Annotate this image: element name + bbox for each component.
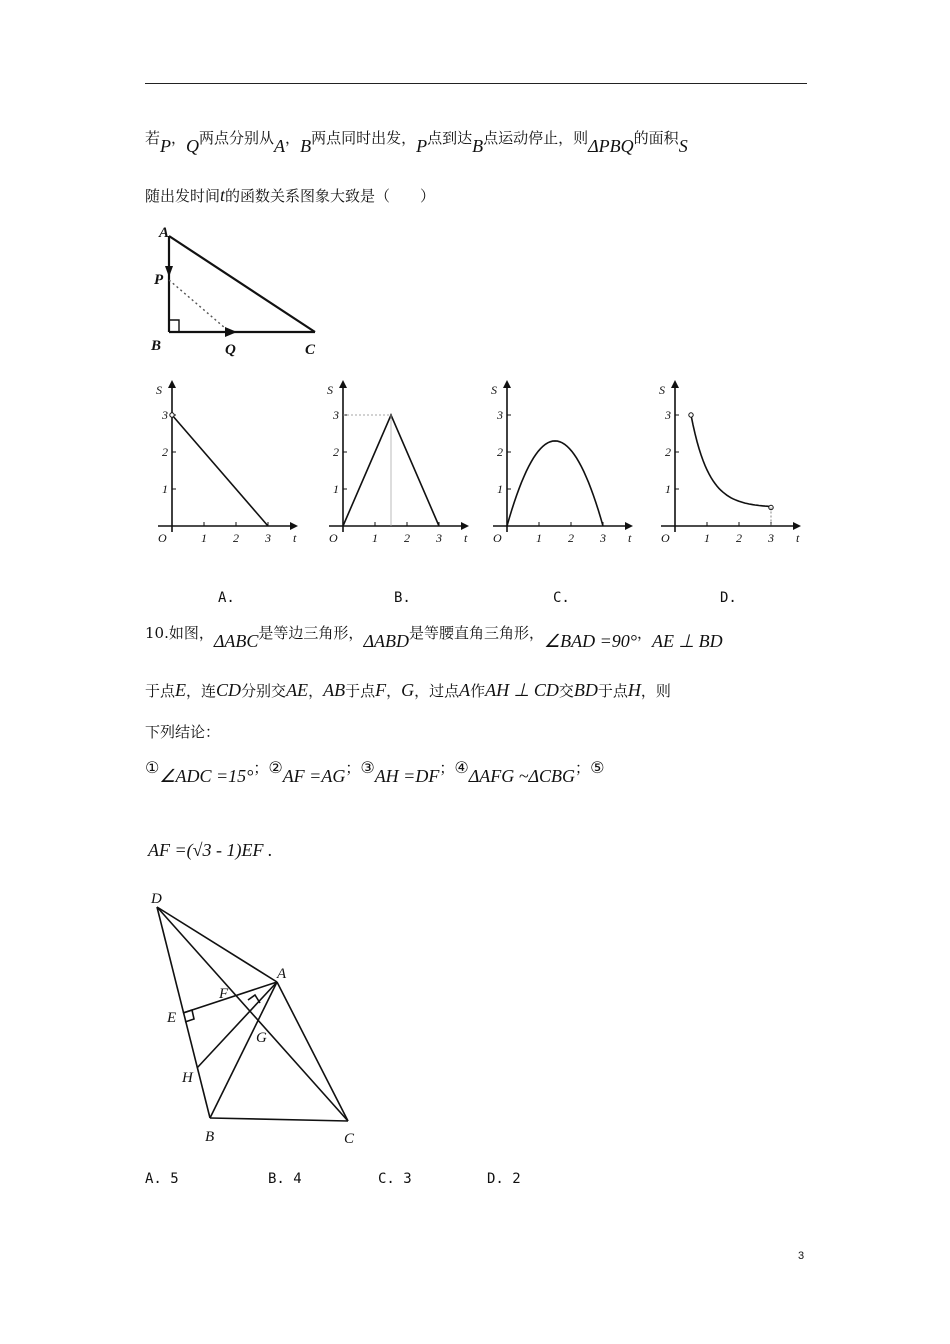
- q10-choice-d[interactable]: D. 2: [487, 1171, 521, 1187]
- page-number: 3: [798, 1250, 805, 1262]
- x-tick-label: 3: [768, 531, 774, 545]
- math-text: AE: [286, 680, 309, 700]
- math-text: AH ⊥ CD: [485, 680, 559, 700]
- math-text: t: [220, 185, 226, 205]
- q10-label-f: F: [219, 986, 229, 1002]
- math-text: BD: [573, 680, 598, 700]
- x-axis-arrow: [793, 522, 801, 530]
- math-text: F: [375, 680, 387, 700]
- q9-triangle-figure: [145, 222, 330, 362]
- text-run: 两点分别从: [199, 129, 275, 147]
- item-number: ⑤: [590, 758, 605, 777]
- text-run: ；: [575, 759, 591, 777]
- question-10-line-2: [145, 680, 671, 701]
- graph-curve: [507, 441, 603, 526]
- y-tick-label: 2: [162, 445, 168, 459]
- x-tick-label: 3: [600, 531, 606, 545]
- x-axis-label: t: [628, 531, 632, 545]
- origin-label: O: [661, 531, 670, 545]
- text-run: 两点同时出发，: [311, 129, 417, 147]
- graph-c: [480, 378, 640, 553]
- header-rule: [145, 83, 807, 84]
- q10-label-b: B: [205, 1129, 215, 1145]
- math-text: CD: [216, 680, 242, 700]
- graph-curve: [691, 415, 771, 507]
- y-tick-label: 3: [333, 408, 339, 422]
- q9-label-p: P: [154, 272, 164, 288]
- y-axis-arrow: [671, 380, 679, 388]
- text-run: 点运动停止，则: [483, 129, 589, 147]
- x-tick-label: 3: [436, 531, 442, 545]
- y-tick-label: 1: [665, 482, 671, 496]
- text-run: ，过点: [414, 682, 460, 700]
- math-text: S: [678, 136, 688, 156]
- text-run: ，连: [186, 682, 217, 700]
- item-number: ③: [360, 758, 375, 777]
- q9-label-c: C: [305, 342, 316, 358]
- q10-choice-b[interactable]: B. 4: [268, 1171, 302, 1187]
- text-run: 作: [470, 682, 486, 700]
- start-point: [170, 413, 174, 417]
- math-text: ΔPBQ: [588, 136, 634, 156]
- graph-curve: [172, 415, 268, 526]
- text-run: 分别交: [241, 682, 287, 700]
- math-text: B: [472, 136, 484, 156]
- q10-label-a: A: [277, 966, 287, 982]
- text-run: ，: [285, 129, 301, 147]
- math-text: AF =AG: [282, 766, 346, 786]
- q10-label-e: E: [167, 1010, 177, 1026]
- text-run: ；: [439, 759, 455, 777]
- question-10-line-1: [145, 622, 723, 651]
- x-axis-label: t: [796, 531, 800, 545]
- q10-choice-a[interactable]: A. 5: [145, 1171, 179, 1187]
- x-tick-label: 1: [201, 531, 207, 545]
- text-run: 点到达: [427, 129, 473, 147]
- y-tick-label: 3: [497, 408, 503, 422]
- math-text: AH =DF: [374, 766, 440, 786]
- item-number: ②: [268, 758, 283, 777]
- q10-label-h: H: [182, 1070, 193, 1086]
- x-tick-label: 2: [233, 531, 239, 545]
- y-tick-label: 2: [497, 445, 503, 459]
- start-point: [689, 413, 693, 417]
- y-axis-arrow: [339, 380, 347, 388]
- graph-a: [145, 378, 305, 553]
- q9-choice-a[interactable]: A.: [218, 590, 235, 606]
- q9-choice-b[interactable]: B.: [394, 590, 411, 606]
- x-tick-label: 1: [536, 531, 542, 545]
- q9-choice-c[interactable]: C.: [553, 590, 570, 606]
- question-9-line-2: [145, 185, 435, 206]
- q10-geometry-figure: [145, 885, 370, 1150]
- y-axis-label: S: [327, 383, 333, 397]
- math-text: Q: [186, 136, 200, 156]
- text-run: 的函数关系图象大致是（ ）: [225, 187, 436, 205]
- q9-choice-d[interactable]: D.: [720, 590, 737, 606]
- math-text: ΔABD: [363, 631, 409, 651]
- text-run: ，: [637, 624, 653, 642]
- text-run: 随出发时间: [145, 187, 221, 205]
- text-run: 是等腰直角三角形，: [409, 624, 545, 642]
- math-text: A: [459, 680, 471, 700]
- text-run: 若: [145, 129, 161, 147]
- math-text: ΔABC: [213, 631, 259, 651]
- y-tick-label: 1: [162, 482, 168, 496]
- math-text: A: [274, 136, 286, 156]
- text-run: ；: [253, 759, 269, 777]
- x-axis-label: t: [293, 531, 297, 545]
- math-text: AB: [323, 680, 346, 700]
- y-tick-label: 2: [333, 445, 339, 459]
- q10-label-c: C: [344, 1131, 355, 1147]
- q9-label-q: Q: [225, 342, 236, 358]
- y-axis-label: S: [156, 383, 162, 397]
- y-axis-label: S: [491, 383, 497, 397]
- q9-label-b: B: [151, 338, 162, 354]
- text-run: ，: [308, 682, 324, 700]
- x-tick-label: 2: [736, 531, 742, 545]
- origin-label: O: [329, 531, 338, 545]
- x-tick-label: 2: [568, 531, 574, 545]
- x-axis-arrow: [625, 522, 633, 530]
- item-number: ④: [454, 758, 469, 777]
- question-10-conclusions: [145, 757, 605, 786]
- x-tick-label: 1: [372, 531, 378, 545]
- origin-label: O: [158, 531, 167, 545]
- graph-b: [316, 378, 476, 553]
- x-tick-label: 2: [404, 531, 410, 545]
- x-axis-arrow: [461, 522, 469, 530]
- q10-label-d: D: [151, 891, 162, 907]
- text-run: ，: [171, 129, 187, 147]
- y-axis-label: S: [659, 383, 665, 397]
- text-run: ，: [386, 682, 402, 700]
- text-run: 是等边三角形，: [258, 624, 364, 642]
- x-axis-arrow: [290, 522, 298, 530]
- math-text: P: [416, 136, 428, 156]
- math-text: ∠ADC =15°: [159, 766, 254, 786]
- q10-label-g: G: [256, 1030, 267, 1046]
- y-tick-label: 3: [665, 408, 671, 422]
- math-text: ΔAFG ~ΔCBG: [468, 766, 576, 786]
- question-10-conclusion-5: AF =(√3 - 1)EF .: [148, 840, 273, 860]
- question-10-line-3: 下列结论：: [145, 723, 221, 741]
- text-run: 于点: [145, 682, 176, 700]
- math-text: B: [300, 136, 312, 156]
- y-axis-arrow: [503, 380, 511, 388]
- y-tick-label: 2: [665, 445, 671, 459]
- text-run: ，则: [640, 682, 671, 700]
- y-tick-label: 3: [162, 408, 168, 422]
- graph-d: [648, 378, 808, 553]
- text-run: 于点: [597, 682, 628, 700]
- math-text: H: [627, 680, 641, 700]
- x-tick-label: 1: [704, 531, 710, 545]
- origin-label: O: [493, 531, 502, 545]
- text-run: 于点: [345, 682, 376, 700]
- math-text: G: [401, 680, 415, 700]
- math-text: ∠BAD =90°: [544, 631, 637, 651]
- math-text: P: [160, 136, 172, 156]
- question-9-line-1: [145, 127, 688, 156]
- y-tick-label: 1: [333, 482, 339, 496]
- q10-choice-c[interactable]: C. 3: [378, 1171, 412, 1187]
- y-tick-label: 1: [497, 482, 503, 496]
- x-tick-label: 3: [265, 531, 271, 545]
- text-run: 10.如图，: [145, 624, 214, 642]
- text-run: 交: [558, 682, 574, 700]
- item-number: ①: [145, 758, 160, 777]
- math-text: AE ⊥ BD: [652, 631, 723, 651]
- text-run: 的面积: [633, 129, 679, 147]
- y-axis-arrow: [168, 380, 176, 388]
- math-text: E: [175, 680, 187, 700]
- q9-label-a: A: [159, 225, 170, 241]
- x-axis-label: t: [464, 531, 468, 545]
- text-run: ；: [345, 759, 361, 777]
